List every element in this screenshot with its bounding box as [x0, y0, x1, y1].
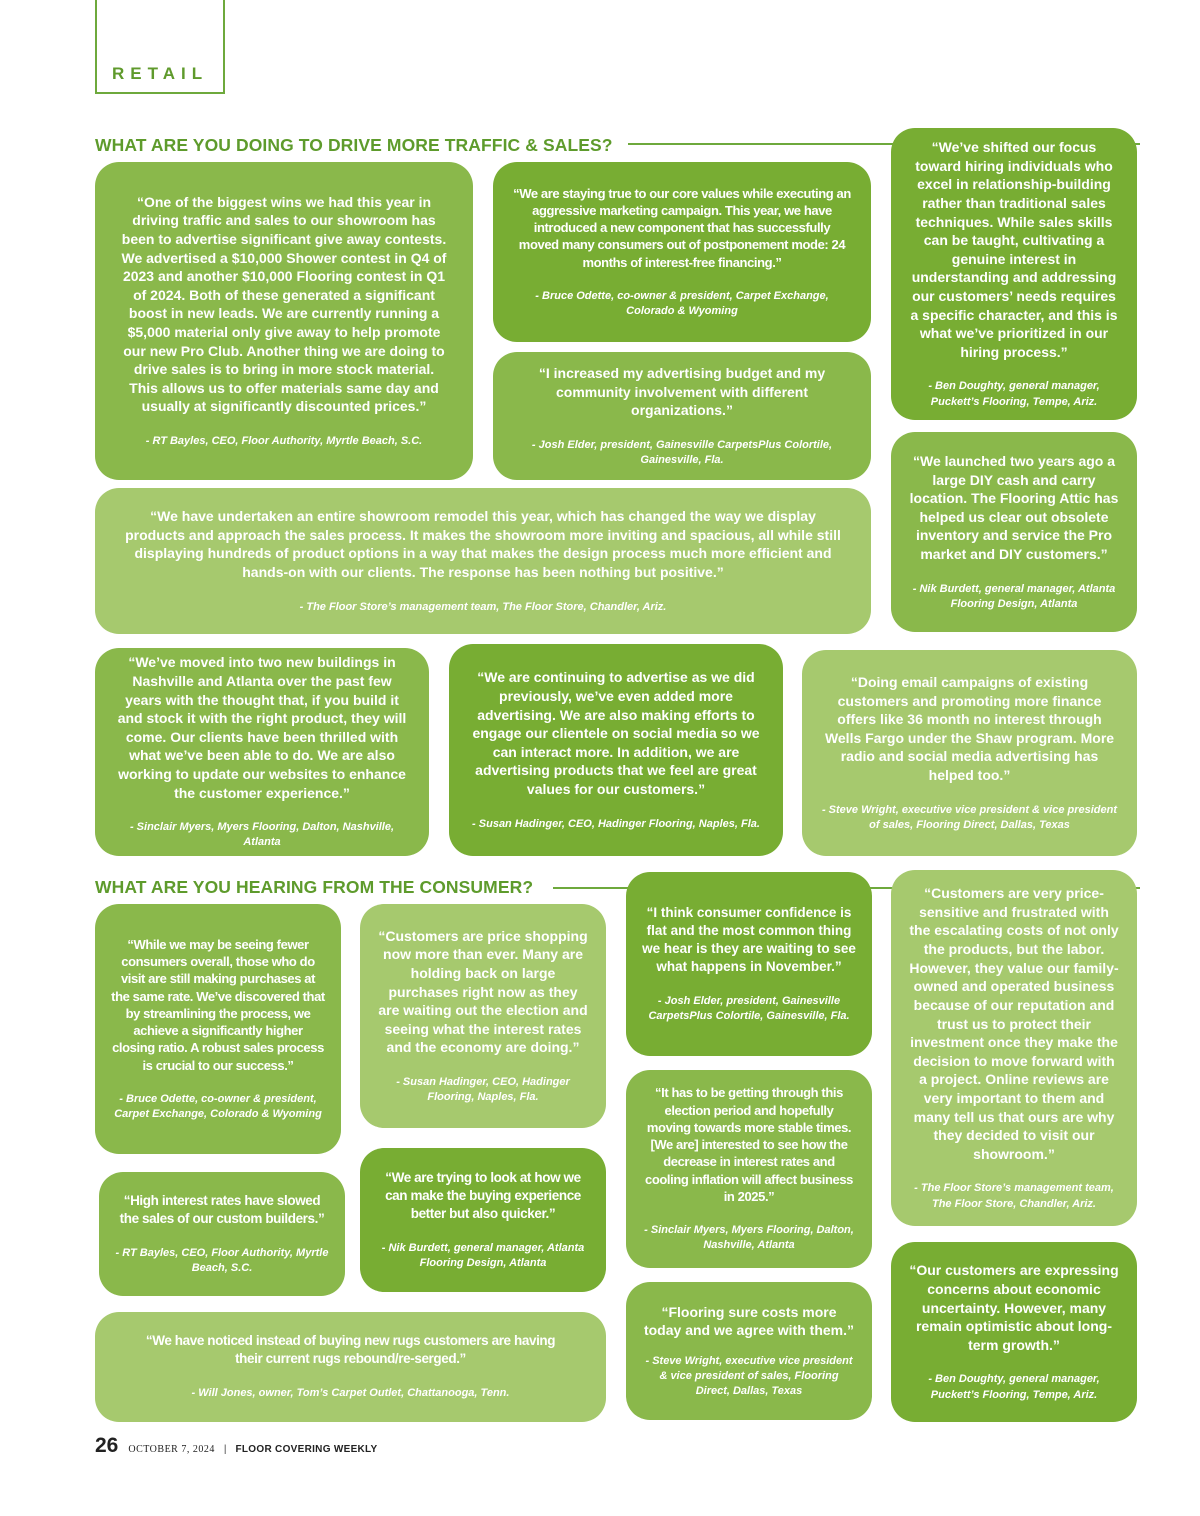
quote-card: [626, 1282, 872, 1420]
quote-text: “We are trying to look at how we can make the buying experience better but also quicker.”: [385, 1169, 581, 1221]
quote-attribution: - Sinclair Myers, Myers Flooring, Dalton, Nashville, Atlanta: [129, 821, 395, 849]
footer-separator: |: [223, 1444, 227, 1455]
quote-card: [99, 1172, 345, 1296]
quote-text: “Customers are price shopping now more than ever. Many are holding back on large purchases right now as they are waiting out the election and seeing what the interest rates and the economy are doing.”: [378, 927, 588, 1056]
quote-attribution: - Bruce Odette, co-owner & president, Carpet Exchange, Colorado & Wyoming: [535, 290, 829, 318]
quote-text: “Customers are very price-sensitive and frustrated with the escalating costs of not only the products, but the labor. However, they value our family-owned and operated business because of our reputation and trust us to protect their investment once they make the decision to move forward with a project. Online reviews are very important to them and many tell us that ours are why they decided to visit our showroom.”: [909, 885, 1119, 1162]
quote-text: “It has to be getting through this election period and hopefully moving towards more stable times. [We are] interested to see how the decrease in interest rates and cooling inflation will affect business in 2025.”: [645, 1085, 853, 1205]
page-footer: [95, 1434, 378, 1458]
quote-text: “High interest rates have slowed the sales of our custom builders.”: [119, 1192, 325, 1226]
quote-card: [95, 648, 429, 856]
page-number: 26: [95, 1434, 119, 1457]
quote-card: [891, 870, 1137, 1226]
quote-text: “I increased my advertising budget and my community involvement with different organizations.”: [538, 364, 826, 419]
quote-attribution: - Sinclair Myers, Myers Flooring, Dalton, Nashville, Atlanta: [644, 1224, 854, 1252]
section-heading-traffic: WHAT ARE YOU DOING TO DRIVE MORE TRAFFIC & SALES?: [95, 135, 613, 155]
quote-card: [626, 1070, 872, 1268]
quote-text: “While we may be seeing fewer consumers overall, those who do visit are still making purchases at the same rate. We’ve discovered that by streamlining the process, we achieve a significantly higher closing ratio. A robust sales process is crucial to our success.”: [111, 936, 325, 1073]
quote-text: “We launched two years ago a large DIY cash and carry location. The Flooring Attic has helped us clear out obsolete inventory and service the Pro market and DIY customers.”: [909, 453, 1119, 563]
quote-attribution: - RT Bayles, CEO, Floor Authority, Myrtle Beach, S.C.: [145, 435, 423, 448]
quote-card: [360, 1148, 606, 1292]
quote-attribution: - Ben Doughty, general manager, Puckett’s Flooring, Tempe, Ariz.: [928, 1373, 1100, 1401]
quote-text: “We are continuing to advertise as we did previously, we’ve even added more advertising. We are also making efforts to engage our clientele on social media so we can interact more. In addition, we are advertising products that we feel are great values for our customers.”: [472, 669, 760, 797]
quote-text: “Doing email campaigns of existing customers and promoting more finance offers like 36 month no interest through Wells Fargo under the Shaw program. More radio and social media advertising has helped too.”: [824, 674, 1115, 784]
quote-card: [493, 162, 871, 342]
quote-attribution: - Nik Burdett, general manager, Atlanta Flooring Design, Atlanta: [381, 1241, 585, 1269]
quote-attribution: - Bruce Odette, co-owner & president, Carpet Exchange, Colorado & Wyoming: [114, 1092, 322, 1121]
quote-text: “We are staying true to our core values while executing an aggressive marketing campaign. This year, we have introduced a new component that has successfully moved many consumers out of postponement mode: 24 months of interest-free financing.”: [513, 185, 851, 270]
quote-text: “Our customers are expressing concerns about economic uncertainty. However, many remain optimistic about long-term growth.”: [909, 1262, 1119, 1353]
quote-attribution: - Will Jones, owner, Tom’s Carpet Outlet, Chattanooga, Tenn.: [191, 1387, 510, 1400]
quote-card: [802, 650, 1137, 856]
section-heading-consumer: WHAT ARE YOU HEARING FROM THE CONSUMER?: [95, 877, 534, 897]
quote-attribution: - Susan Hadinger, CEO, Hadinger Flooring, Naples, Fla.: [472, 817, 760, 830]
quote-card: [95, 488, 871, 634]
quote-text: “One of the biggest wins we had this year in driving traffic and sales to our showroom has been to advertise significant give away contests. We advertised a $10,000 Shower contest in Q4 of 2023 and another $10,000 Flooring contest in Q1 of 2024. Both of these generated a significant boost in new leads. We are currently running a $5,000 material only give away to help promote our new Pro Club. Another thing we are doing to drive sales is to bring in more stock material. This allows us to offer materials same day and usually at significantly discounted prices.”: [121, 193, 447, 415]
quote-text: “We have noticed instead of buying new rugs customers are having their current rugs rebound/re-serged.”: [145, 1333, 556, 1367]
quote-attribution: - RT Bayles, CEO, Floor Authority, Myrtle Beach, S.C.: [115, 1246, 329, 1274]
quote-card: [891, 1242, 1137, 1422]
quote-attribution: - Steve Wright, executive vice president & vice president of sales, Flooring Direct, Dallas, Texas: [821, 803, 1118, 831]
quote-card: [891, 128, 1137, 420]
quote-card: [626, 872, 872, 1056]
issue-date: OCTOBER 7, 2024: [128, 1444, 215, 1455]
publication-name: FLOOR COVERING WEEKLY: [235, 1444, 378, 1455]
quote-text: “I think consumer confidence is flat and the most common thing we hear is they are waiting to see what happens in November.”: [642, 904, 856, 974]
quote-card: [493, 352, 871, 480]
quote-attribution: - The Floor Store’s management team, The Floor Store, Chandler, Ariz.: [914, 1182, 1114, 1210]
quote-text: “We have undertaken an entire showroom remodel this year, which has changed the way we display products and approach the sales process. It makes the showroom more inviting and spacious, all while still displaying hundreds of product options in a way that makes the design process much more efficient and hands-on with our clients. The response has been nothing but positive.”: [125, 508, 841, 581]
quote-card: [891, 432, 1137, 632]
quote-card: [449, 644, 783, 856]
quote-text: “We’ve moved into two new buildings in Nashville and Atlanta over the past few years with the thought that, if you build it and stock it with the right product, they will come. Our clients have been thrilled with what we’ve been able to do. We are also working to update our websites to enhance the customer experience.”: [117, 654, 407, 801]
quote-card: [95, 1312, 606, 1422]
quote-card: [95, 162, 473, 480]
quote-attribution: - The Floor Store’s management team, The Floor Store, Chandler, Ariz.: [299, 600, 667, 613]
quote-attribution: - Josh Elder, president, Gainesville CarpetsPlus Colortile, Gainesville, Fla.: [648, 994, 850, 1022]
quote-attribution: - Susan Hadinger, CEO, Hadinger Flooring, Naples, Fla.: [396, 1075, 570, 1104]
section-label: RETAIL: [112, 64, 209, 83]
quote-attribution: - Josh Elder, president, Gainesville CarpetsPlus Colortile, Gainesville, Fla.: [531, 438, 833, 466]
quote-text: “Flooring sure costs more today and we agree with them.”: [643, 1303, 855, 1339]
quote-card: [95, 904, 341, 1154]
quote-text: “We’ve shifted our focus toward hiring individuals who excel in relationship-building rather than traditional sales techniques. While sales skills can be taught, cultivating a genuine interest in understanding and addressing our customers’ needs requires a specific character, and this is what we’ve prioritized in our hiring process.”: [910, 139, 1118, 360]
quote-attribution: - Steve Wright, executive vice president & vice president of sales, Flooring Direct, Dallas, Texas: [645, 1354, 853, 1398]
quote-attribution: - Ben Doughty, general manager, Puckett’s Flooring, Tempe, Ariz.: [928, 380, 1100, 408]
quote-attribution: - Nik Burdett, general manager, Atlanta Flooring Design, Atlanta: [912, 582, 1116, 610]
quote-card: [360, 904, 606, 1128]
